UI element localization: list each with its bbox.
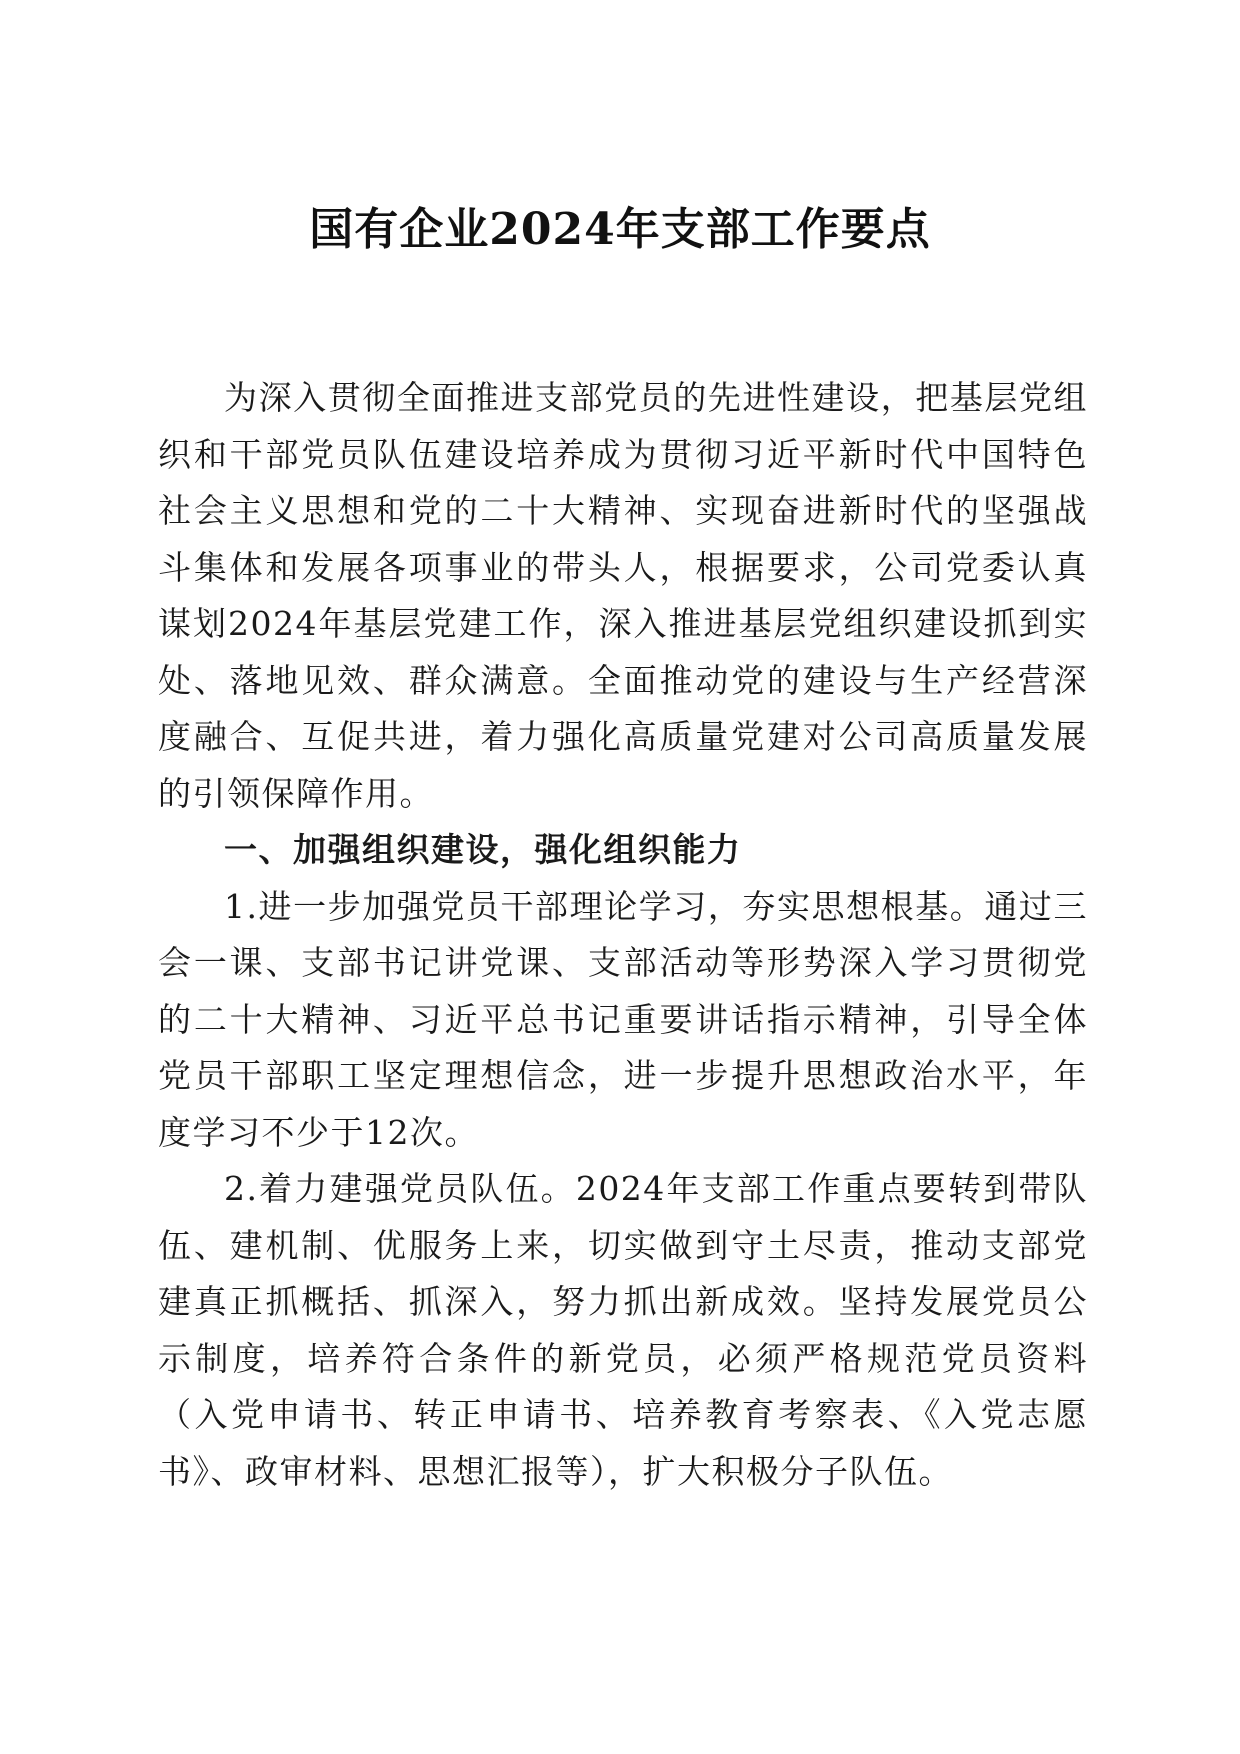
item-paragraph-1: 1.进一步加强党员干部理论学习，夯实思想根基。通过三会一课、支部书记讲党课、支部活动等形势深入学习贯彻党的二十大精神、习近平总书记重要讲话指示精神，引导全体党员干部职工坚定理想信念，进一步提升思想政治水平，年度学习不少于12次。 xyxy=(158,886,1088,1152)
document-body xyxy=(158,370,1088,1500)
item-paragraph-2: 2.着力建强党员队伍。2024年支部工作重点要转到带队伍、建机制、优服务上来，切实做到守土尽责，推动支部党建真正抓概括、抓深入，努力抓出新成效。坚持发展党员公示制度，培养符合条件的新党员，必须严格规范党员资料（入党申请书、转正申请书、培养教育考察表、《入党志愿书》、政审材料、思想汇报等），扩大积极分子队伍。 xyxy=(158,1169,1088,1491)
section-heading: 一、加强组织建设，强化组织能力 xyxy=(224,830,742,869)
document-title: 国有企业2024年支部工作要点 xyxy=(309,204,931,255)
intro-paragraph: 为深入贯彻全面推进支部党员的先进性建设，把基层党组织和干部党员队伍建设培养成为贯彻习近平新时代中国特色社会主义思想和党的二十大精神、实现奋进新时代的坚强战斗集体和发展各项事业的带头人，根据要求，公司党委认真谋划2024年基层党建工作，深入推进基层党组织建设抓到实处、落地见效、群众满意。全面推动党的建设与生产经营深度融合、互促共进，着力强化高质量党建对公司高质量发展的引领保障作用。 xyxy=(158,378,1088,813)
